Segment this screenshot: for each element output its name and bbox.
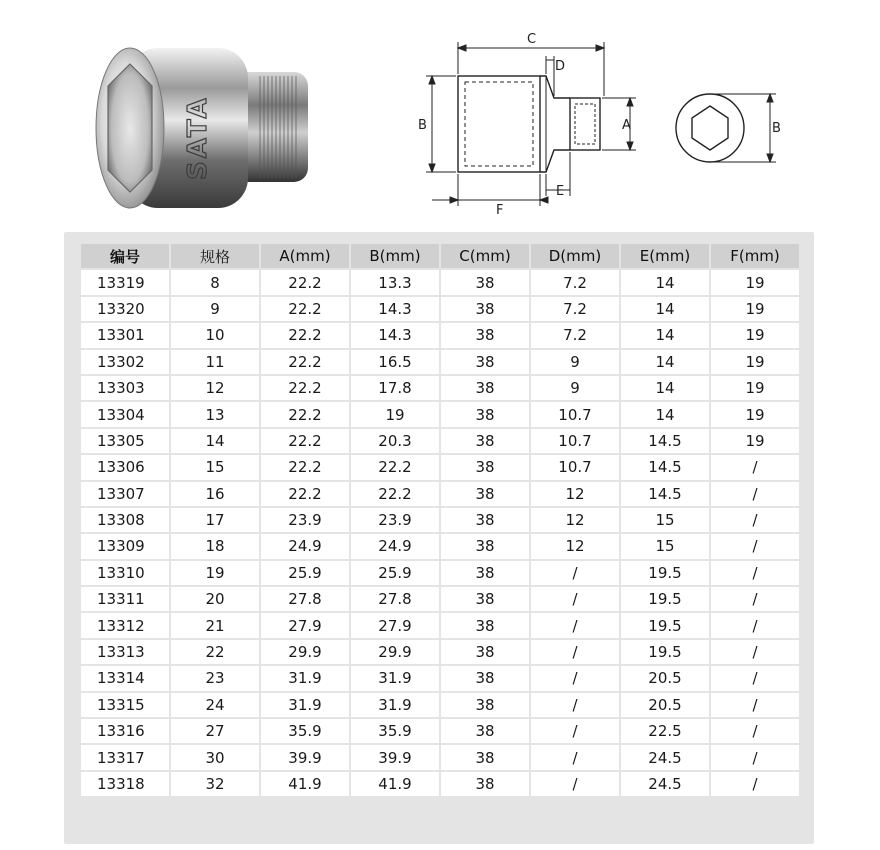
cell-col-f: / — [711, 587, 799, 611]
cell-col-a: 41.9 — [261, 772, 349, 796]
cell-col-a: 23.9 — [261, 508, 349, 532]
cell-col-code: 13315 — [81, 693, 169, 717]
dim-label-f: F — [496, 203, 504, 218]
cell-col-code: 13320 — [81, 297, 169, 321]
table-row — [81, 297, 799, 321]
cell-col-code: 13308 — [81, 508, 169, 532]
side-view-diagram — [410, 30, 660, 220]
dim-label-b: B — [418, 118, 427, 133]
cell-col-d: 7.2 — [531, 270, 619, 294]
spec-table-panel — [64, 232, 814, 844]
cell-col-c: 38 — [441, 640, 529, 664]
cell-col-code: 13305 — [81, 429, 169, 453]
cell-col-a: 22.2 — [261, 376, 349, 400]
cell-col-code: 13314 — [81, 666, 169, 690]
cell-col-d: / — [531, 640, 619, 664]
table-row — [81, 270, 799, 294]
cell-col-c: 38 — [441, 350, 529, 374]
cell-col-f: / — [711, 534, 799, 558]
cell-col-d: 10.7 — [531, 455, 619, 479]
cell-col-c: 38 — [441, 666, 529, 690]
cell-col-c: 38 — [441, 719, 529, 743]
cell-col-b: 22.2 — [351, 455, 439, 479]
cell-col-code: 13307 — [81, 482, 169, 506]
cell-col-b: 31.9 — [351, 666, 439, 690]
table-row — [81, 772, 799, 796]
cell-col-f: 19 — [711, 376, 799, 400]
cell-col-b: 20.3 — [351, 429, 439, 453]
cell-col-d: 10.7 — [531, 402, 619, 426]
cell-col-c: 38 — [441, 270, 529, 294]
cell-col-f: / — [711, 455, 799, 479]
cell-col-f: 19 — [711, 297, 799, 321]
cell-col-b: 13.3 — [351, 270, 439, 294]
cell-col-size: 21 — [171, 613, 259, 637]
cell-col-code: 13318 — [81, 772, 169, 796]
cell-col-a: 22.2 — [261, 455, 349, 479]
cell-col-b: 14.3 — [351, 297, 439, 321]
cell-col-c: 38 — [441, 587, 529, 611]
cell-col-d: 12 — [531, 482, 619, 506]
cell-col-b: 39.9 — [351, 745, 439, 769]
cell-col-d: 7.2 — [531, 297, 619, 321]
cell-col-size: 16 — [171, 482, 259, 506]
cell-col-code: 13303 — [81, 376, 169, 400]
header-col-b: B(mm) — [351, 244, 439, 268]
cell-col-a: 35.9 — [261, 719, 349, 743]
cell-col-a: 25.9 — [261, 561, 349, 585]
cell-col-d: / — [531, 772, 619, 796]
cell-col-e: 20.5 — [621, 666, 709, 690]
header-col-d: D(mm) — [531, 244, 619, 268]
table-row — [81, 745, 799, 769]
cell-col-b: 27.9 — [351, 613, 439, 637]
spec-table — [79, 242, 801, 798]
table-row — [81, 613, 799, 637]
cell-col-e: 14 — [621, 270, 709, 294]
cell-col-a: 22.2 — [261, 402, 349, 426]
cell-col-code: 13313 — [81, 640, 169, 664]
cell-col-d: / — [531, 693, 619, 717]
cell-col-code: 13312 — [81, 613, 169, 637]
cell-col-d: 9 — [531, 350, 619, 374]
cell-col-b: 25.9 — [351, 561, 439, 585]
cell-col-d: 12 — [531, 508, 619, 532]
cell-col-size: 19 — [171, 561, 259, 585]
cell-col-size: 8 — [171, 270, 259, 294]
cell-col-code: 13317 — [81, 745, 169, 769]
cell-col-e: 14 — [621, 350, 709, 374]
cell-col-size: 23 — [171, 666, 259, 690]
table-row — [81, 693, 799, 717]
cell-col-c: 38 — [441, 455, 529, 479]
cell-col-e: 14 — [621, 323, 709, 347]
cell-col-f: / — [711, 693, 799, 717]
cell-col-e: 14 — [621, 376, 709, 400]
dim-label-c: C — [527, 32, 537, 47]
table-row — [81, 323, 799, 347]
cell-col-size: 20 — [171, 587, 259, 611]
cell-col-a: 24.9 — [261, 534, 349, 558]
cell-col-f: 19 — [711, 429, 799, 453]
cell-col-c: 38 — [441, 745, 529, 769]
table-header-row — [81, 244, 799, 268]
table-row — [81, 587, 799, 611]
cell-col-c: 38 — [441, 297, 529, 321]
table-row — [81, 666, 799, 690]
cell-col-c: 38 — [441, 613, 529, 637]
cell-col-size: 24 — [171, 693, 259, 717]
cell-col-b: 31.9 — [351, 693, 439, 717]
table-row — [81, 429, 799, 453]
cell-col-f: 19 — [711, 350, 799, 374]
cell-col-code: 13311 — [81, 587, 169, 611]
cell-col-e: 14.5 — [621, 429, 709, 453]
cell-col-e: 19.5 — [621, 561, 709, 585]
cell-col-d: / — [531, 666, 619, 690]
header-col-c: C(mm) — [441, 244, 529, 268]
cell-col-code: 13309 — [81, 534, 169, 558]
cell-col-e: 14.5 — [621, 482, 709, 506]
cell-col-c: 38 — [441, 772, 529, 796]
table-row — [81, 719, 799, 743]
table-row — [81, 640, 799, 664]
table-row — [81, 455, 799, 479]
table-body — [81, 270, 799, 796]
cell-col-size: 17 — [171, 508, 259, 532]
cell-col-d: 10.7 — [531, 429, 619, 453]
cell-col-c: 38 — [441, 402, 529, 426]
cell-col-c: 38 — [441, 323, 529, 347]
cell-col-code: 13306 — [81, 455, 169, 479]
cell-col-c: 38 — [441, 693, 529, 717]
cell-col-f: / — [711, 772, 799, 796]
cell-col-e: 19.5 — [621, 587, 709, 611]
cell-col-b: 22.2 — [351, 482, 439, 506]
cell-col-b: 23.9 — [351, 508, 439, 532]
cell-col-b: 41.9 — [351, 772, 439, 796]
cell-col-f: / — [711, 508, 799, 532]
cell-col-b: 19 — [351, 402, 439, 426]
header-col-code: 编号 — [81, 244, 169, 268]
cell-col-e: 14 — [621, 297, 709, 321]
cell-col-e: 24.5 — [621, 772, 709, 796]
cell-col-size: 32 — [171, 772, 259, 796]
brand-mark: SATA — [183, 95, 213, 180]
header-col-size: 规格 — [171, 244, 259, 268]
dim-label-d: D — [555, 59, 566, 74]
cell-col-e: 19.5 — [621, 613, 709, 637]
table-row — [81, 482, 799, 506]
cell-col-a: 22.2 — [261, 297, 349, 321]
table-row — [81, 350, 799, 374]
cell-col-size: 10 — [171, 323, 259, 347]
cell-col-code: 13301 — [81, 323, 169, 347]
cell-col-d: / — [531, 561, 619, 585]
cell-col-size: 9 — [171, 297, 259, 321]
cell-col-a: 22.2 — [261, 270, 349, 294]
table-row — [81, 376, 799, 400]
end-dim-label-b: B — [772, 121, 781, 136]
cell-col-a: 31.9 — [261, 666, 349, 690]
cell-col-f: / — [711, 482, 799, 506]
table-row — [81, 402, 799, 426]
cell-col-f: / — [711, 613, 799, 637]
cell-col-d: 7.2 — [531, 323, 619, 347]
cell-col-size: 14 — [171, 429, 259, 453]
cell-col-c: 38 — [441, 561, 529, 585]
cell-col-a: 29.9 — [261, 640, 349, 664]
cell-col-b: 35.9 — [351, 719, 439, 743]
cell-col-a: 27.9 — [261, 613, 349, 637]
header-col-a: A(mm) — [261, 244, 349, 268]
table-row — [81, 534, 799, 558]
cell-col-a: 22.2 — [261, 429, 349, 453]
cell-col-d: / — [531, 745, 619, 769]
cell-col-a: 22.2 — [261, 323, 349, 347]
cell-col-code: 13304 — [81, 402, 169, 426]
cell-col-d: / — [531, 587, 619, 611]
cell-col-e: 20.5 — [621, 693, 709, 717]
cell-col-size: 27 — [171, 719, 259, 743]
cell-col-f: / — [711, 666, 799, 690]
cell-col-e: 15 — [621, 508, 709, 532]
cell-col-c: 38 — [441, 534, 529, 558]
header-col-e: E(mm) — [621, 244, 709, 268]
cell-col-a: 27.8 — [261, 587, 349, 611]
cell-col-b: 29.9 — [351, 640, 439, 664]
cell-col-size: 15 — [171, 455, 259, 479]
cell-col-f: / — [711, 745, 799, 769]
cell-col-size: 18 — [171, 534, 259, 558]
cell-col-c: 38 — [441, 376, 529, 400]
cell-col-f: / — [711, 719, 799, 743]
end-view-diagram — [668, 78, 788, 178]
cell-col-a: 39.9 — [261, 745, 349, 769]
cell-col-f: 19 — [711, 270, 799, 294]
cell-col-e: 24.5 — [621, 745, 709, 769]
cell-col-f: 19 — [711, 402, 799, 426]
socket-photo — [78, 30, 338, 220]
cell-col-c: 38 — [441, 429, 529, 453]
cell-col-c: 38 — [441, 482, 529, 506]
cell-col-a: 31.9 — [261, 693, 349, 717]
cell-col-e: 19.5 — [621, 640, 709, 664]
cell-col-b: 17.8 — [351, 376, 439, 400]
cell-col-d: 12 — [531, 534, 619, 558]
cell-col-f: / — [711, 640, 799, 664]
cell-col-code: 13319 — [81, 270, 169, 294]
cell-col-code: 13316 — [81, 719, 169, 743]
cell-col-d: 9 — [531, 376, 619, 400]
cell-col-e: 22.5 — [621, 719, 709, 743]
cell-col-f: 19 — [711, 323, 799, 347]
dim-label-a: A — [622, 118, 631, 133]
cell-col-b: 27.8 — [351, 587, 439, 611]
table-row — [81, 508, 799, 532]
cell-col-d: / — [531, 719, 619, 743]
cell-col-code: 13302 — [81, 350, 169, 374]
cell-col-a: 22.2 — [261, 350, 349, 374]
cell-col-c: 38 — [441, 508, 529, 532]
cell-col-size: 12 — [171, 376, 259, 400]
cell-col-e: 14.5 — [621, 455, 709, 479]
header-col-f: F(mm) — [711, 244, 799, 268]
cell-col-b: 16.5 — [351, 350, 439, 374]
cell-col-size: 30 — [171, 745, 259, 769]
cell-col-size: 22 — [171, 640, 259, 664]
table-row — [81, 561, 799, 585]
product-figure-strip — [0, 0, 880, 228]
cell-col-f: / — [711, 561, 799, 585]
cell-col-e: 15 — [621, 534, 709, 558]
cell-col-d: / — [531, 613, 619, 637]
cell-col-code: 13310 — [81, 561, 169, 585]
cell-col-b: 24.9 — [351, 534, 439, 558]
cell-col-size: 11 — [171, 350, 259, 374]
cell-col-size: 13 — [171, 402, 259, 426]
cell-col-e: 14 — [621, 402, 709, 426]
dim-label-e: E — [556, 184, 565, 199]
cell-col-b: 14.3 — [351, 323, 439, 347]
cell-col-a: 22.2 — [261, 482, 349, 506]
